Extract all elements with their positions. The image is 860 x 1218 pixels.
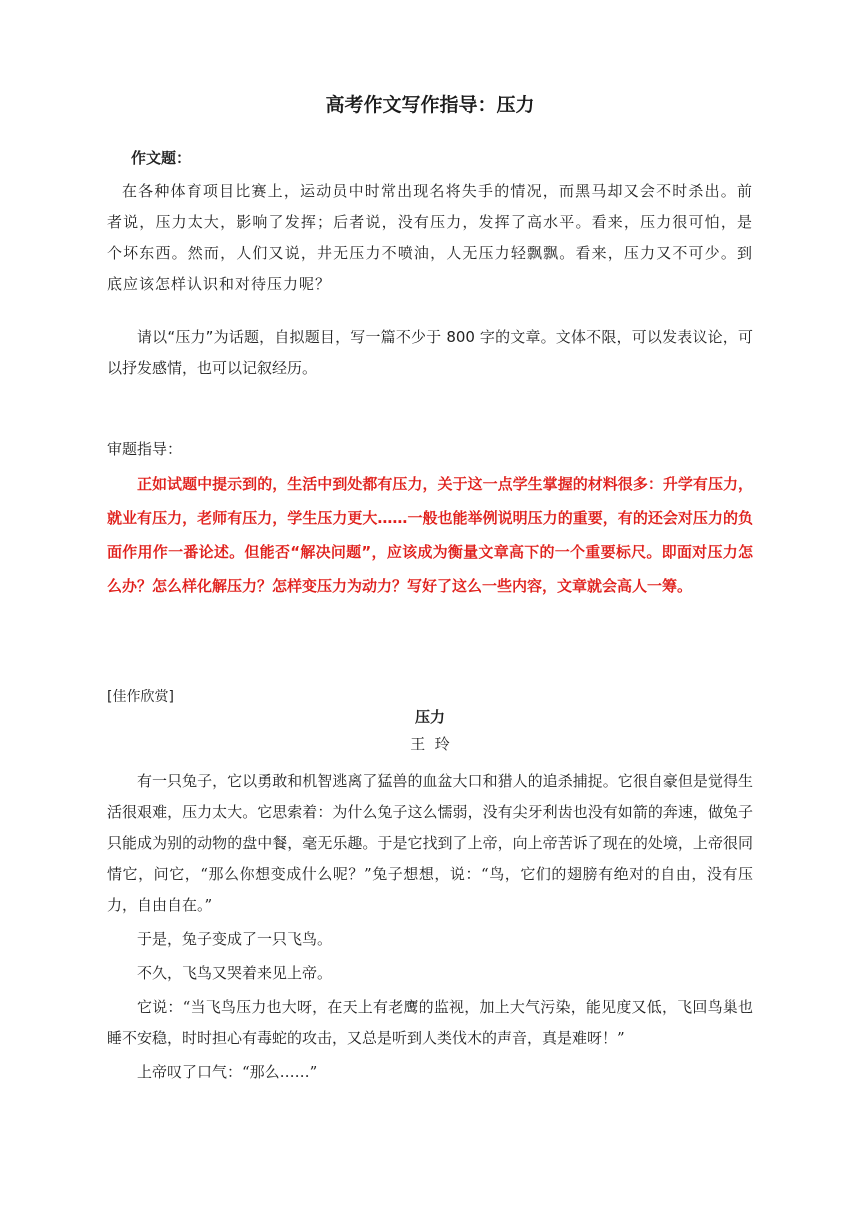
essay-paragraph: 它说：“当飞鸟压力也大呀，在天上有老鹰的监视，加上大气污染，能见度又低，飞回鸟巢也睡不安稳，时时担心有毒蛇的攻击，又总是听到人类伐木的声音，真是难呀！” [107, 998, 753, 1047]
prompt-label: 作文题： [131, 149, 192, 167]
essay-paragraph: 于是，兔子变成了一只飞鸟。 [137, 930, 333, 948]
page-title: 高考作文写作指导：压力 [325, 94, 535, 116]
guide-text: 正如试题中提示到的，生活中到处都有压力，关于这一点学生掌握的材料很多：升学有压力，就业有压力，老师有压力，学生压力更大……一般也能举例说明压力的重要，有的还会对压力的负面作用作一番论述。但能否“解决问题”，应该成为衡量文章高下的一个重要标尺。即面对压力怎么办？怎么样化解压力？怎样变压力为动力？写好了这么一些内容，文章就会高人一筹。 [107, 475, 753, 595]
prompt-paragraph-1: 在各种体育项目比赛上，运动员中时常出现名将失手的情况，而黑马却又会不时杀出。前者说，压力太大，影响了发挥；后者说，没有压力，发挥了高水平。看来，压力很可怕，是个坏东西。然而，人们又说，井无压力不喷油，人无压力轻飘飘。看来，压力又不可少。到底应该怎样认识和对待压力呢？ [107, 182, 753, 293]
essay-author: 王 玲 [410, 735, 450, 753]
essay-paragraph: 不久，飞鸟又哭着来见上帝。 [137, 964, 333, 982]
essay-body [107, 766, 753, 1088]
essay-paragraph: 上帝叹了口气：“那么……” [137, 1063, 318, 1081]
essay-section-label: [佳作欣赏] [107, 689, 174, 705]
prompt-paragraph-2: 请以“压力”为话题，自拟题目，写一篇不少于 800 字的文章。文体不限，可以发表议论，可以抒发感情，也可以记叙经历。 [107, 328, 753, 377]
guide-label: 审题指导： [107, 440, 183, 458]
essay-paragraph: 有一只兔子，它以勇敢和机智逃离了猛兽的血盆大口和猎人的追杀捕捉。它很自豪但是觉得生活很艰难，压力太大。它思索着：为什么兔子这么懦弱，没有尖牙利齿也没有如箭的奔速，做兔子只能成为别的动物的盘中餐，毫无乐趣。于是它找到了上帝，向上帝苦诉了现在的处境，上帝很同情它，问它，“那么你想变成什么呢？”兔子想想，说：“鸟，它们的翅膀有绝对的自由，没有压力，自由自在。” [107, 772, 753, 914]
essay-title: 压力 [414, 708, 445, 726]
